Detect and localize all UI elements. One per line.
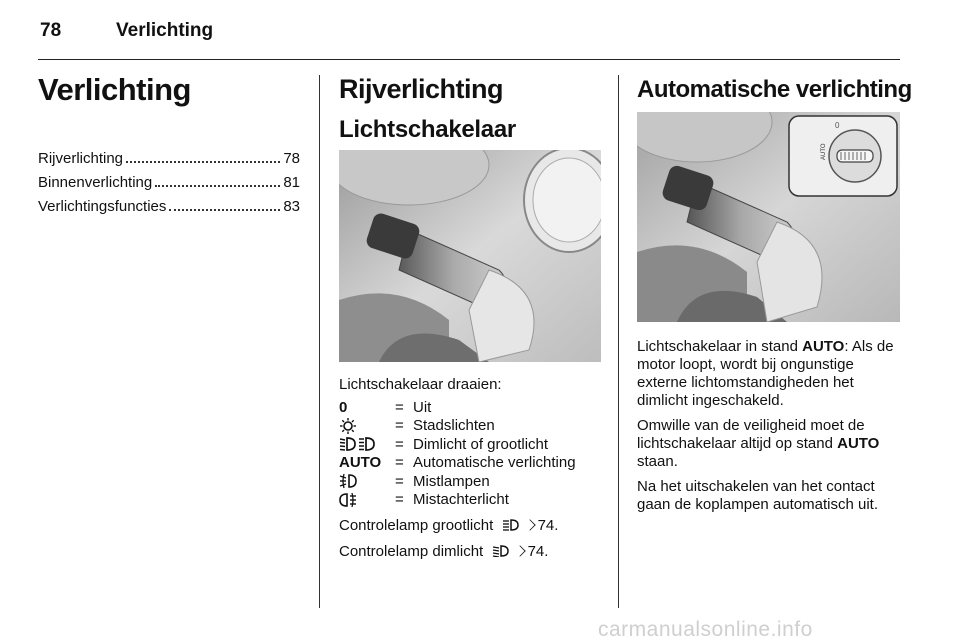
equals: = <box>395 398 404 416</box>
paragraph: Lichtschakelaar in stand AUTO: Als de motor loopt, wordt bij ongunstige externe lichtomstandigheden het dimlicht ingeschakeld. <box>637 338 894 409</box>
reference-text: Controlelamp dimlicht <box>339 543 484 560</box>
dimlicht-grootlicht-icon <box>339 436 395 452</box>
toc-page: 78 <box>283 150 300 167</box>
section-heading: Rijverlichting <box>339 74 504 104</box>
toc-page: 83 <box>283 198 300 215</box>
dimlicht-icon <box>487 545 509 557</box>
legend-text: Mistachterlicht <box>413 491 509 509</box>
toc-leader <box>126 161 280 163</box>
switch-legend <box>339 398 576 509</box>
column-separator-1 <box>319 75 320 608</box>
reference-text: Controlelamp grootlicht <box>339 517 494 534</box>
running-title: Verlichting <box>116 20 214 41</box>
toc-leader <box>169 209 280 211</box>
inset-auto-label: AUTO <box>821 143 827 160</box>
auto-description <box>637 338 905 521</box>
toc-entry[interactable] <box>38 150 300 174</box>
toc-page: 81 <box>283 174 300 191</box>
subsection-heading: Lichtschakelaar <box>339 116 516 143</box>
caption: Lichtschakelaar draaien: <box>339 376 502 393</box>
toc-entry[interactable] <box>38 174 300 198</box>
equals: = <box>395 454 404 472</box>
legend-text: Mistlampen <box>413 472 490 490</box>
legend-row <box>339 491 576 510</box>
chapter-heading: Verlichting <box>38 72 191 107</box>
equals: = <box>395 491 404 509</box>
equals: = <box>395 435 404 453</box>
toc-entry[interactable] <box>38 198 300 222</box>
legend-text: Stadslichten <box>413 417 495 435</box>
inset-zero-label: 0 <box>835 121 840 130</box>
page-reference-icon <box>524 519 535 530</box>
light-switch-photo <box>339 150 601 362</box>
legend-text: Uit <box>413 398 432 416</box>
auto-light-photo <box>637 112 900 322</box>
legend-text: Automatische verlichting <box>413 454 576 472</box>
section-heading: Automatische verlichting <box>637 76 912 103</box>
auto-symbol: AUTO <box>339 454 382 472</box>
high-beam-reference <box>339 517 558 535</box>
table-of-contents <box>38 150 300 222</box>
equals: = <box>395 417 404 435</box>
legend-row <box>339 417 576 436</box>
toc-label: Rijverlichting <box>38 150 124 167</box>
legend-row <box>339 398 576 417</box>
mistachterlicht-icon <box>339 492 395 508</box>
legend-row <box>339 435 576 454</box>
grootlicht-icon <box>497 519 519 531</box>
header-rule <box>38 59 900 60</box>
column-separator-2 <box>618 75 619 608</box>
equals: = <box>395 472 404 490</box>
legend-text: Dimlicht of grootlicht <box>413 435 549 453</box>
page-reference-icon <box>514 545 525 556</box>
paragraph: Omwille van de veiligheid moet de lichtschakelaar altijd op stand AUTO staan. <box>637 417 880 470</box>
toc-leader <box>155 185 280 187</box>
toc-label: Verlichtingsfuncties <box>38 198 167 215</box>
stadslichten-icon <box>339 418 395 434</box>
paragraph: Na het uitschakelen van het contact gaan de koplampen automatisch uit. <box>637 478 878 513</box>
low-beam-reference <box>339 543 548 561</box>
off-symbol: 0 <box>339 398 348 416</box>
page-number: 78 <box>40 20 62 41</box>
reference-page[interactable]: 74. <box>537 517 559 534</box>
reference-page[interactable]: 74. <box>527 543 549 560</box>
watermark: carmanualsonline.info <box>598 618 813 641</box>
toc-label: Binnenverlichting <box>38 174 153 191</box>
legend-row <box>339 472 576 491</box>
mistlampen-icon <box>339 473 395 489</box>
legend-row <box>339 454 576 473</box>
